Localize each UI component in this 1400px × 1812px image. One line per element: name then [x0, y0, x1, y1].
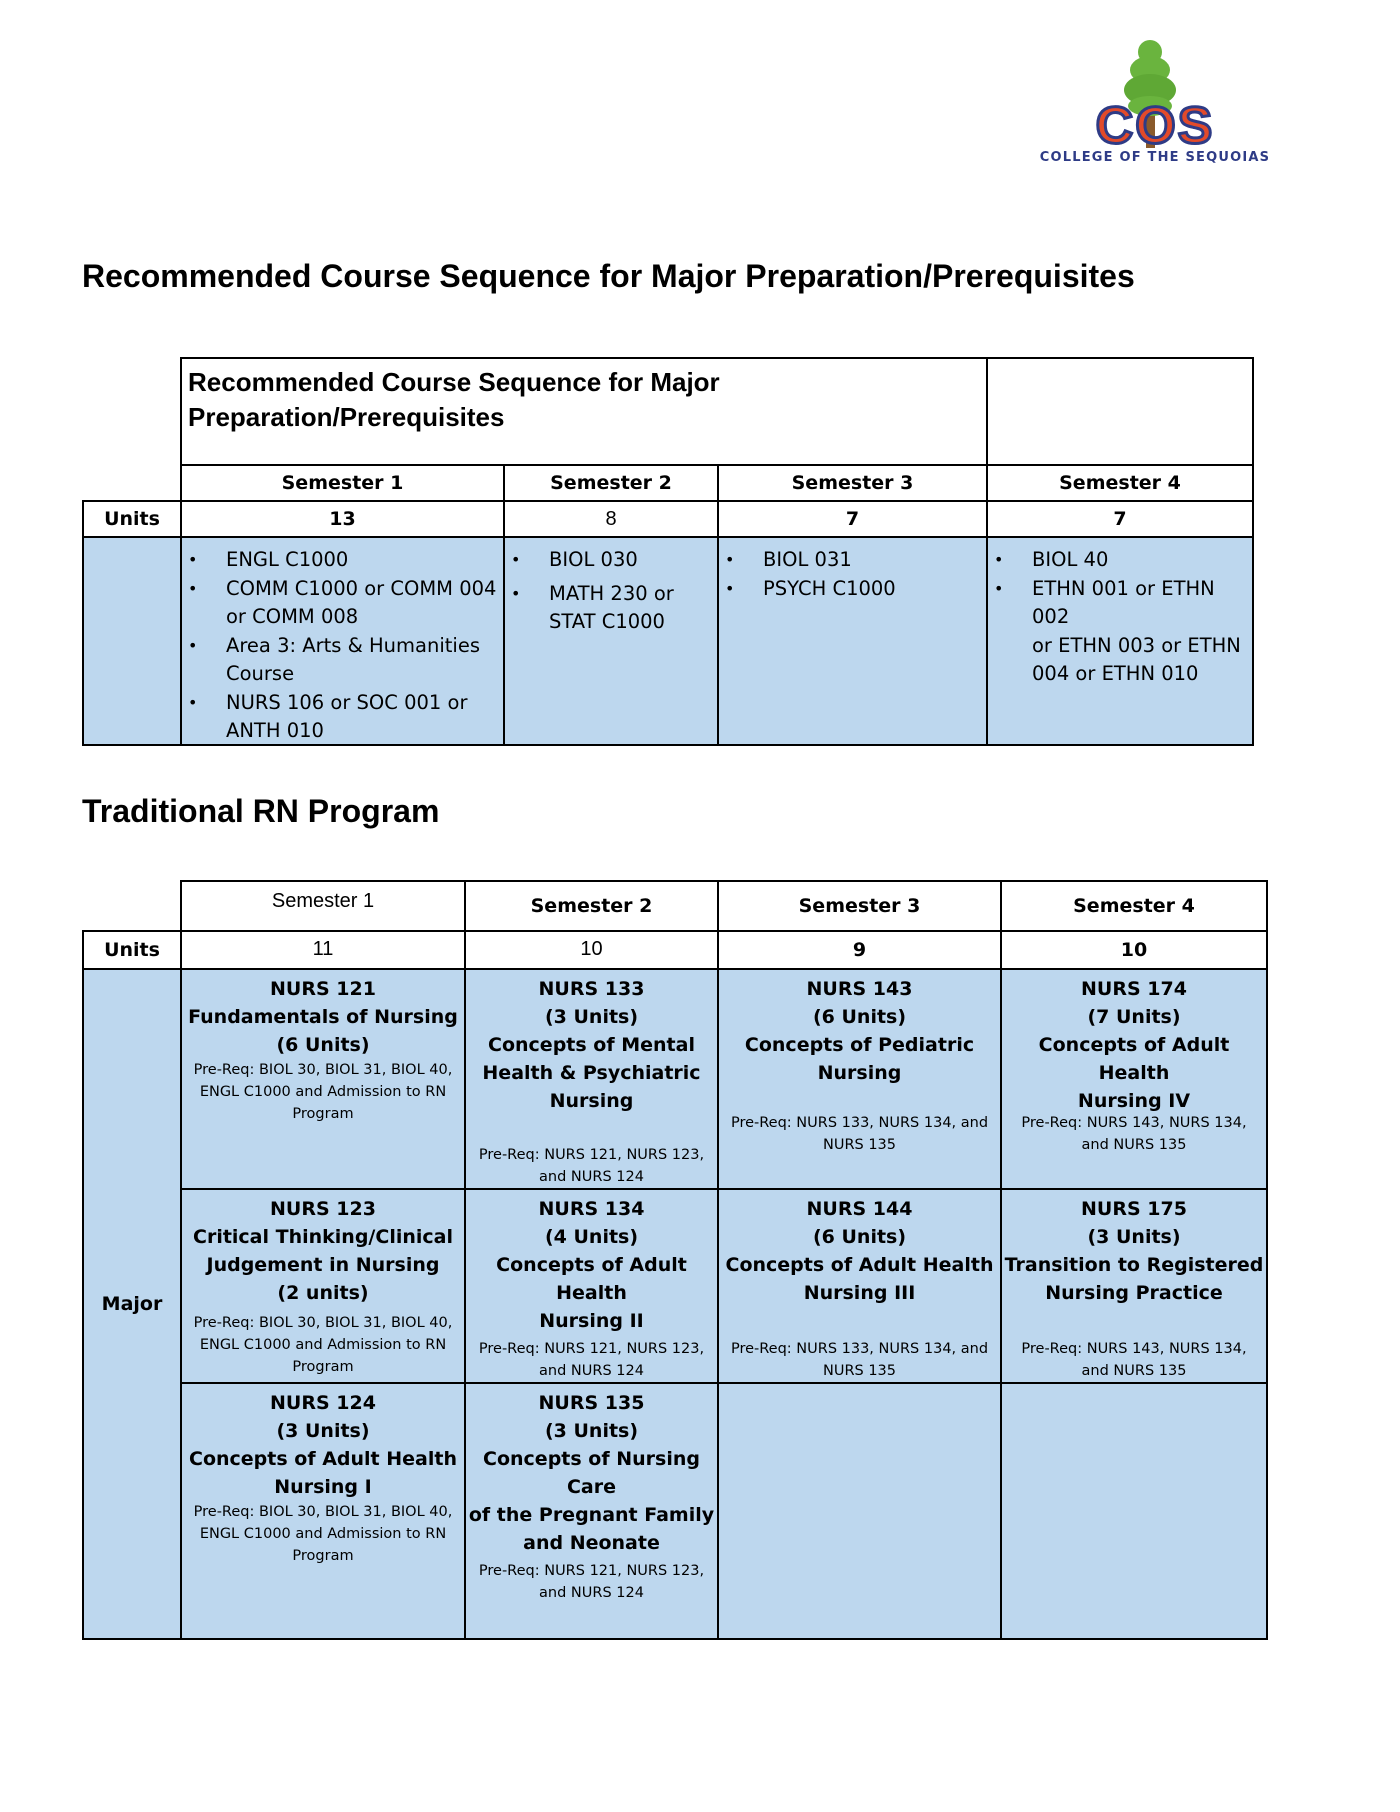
rn-semester-4: Semester 4 — [1000, 880, 1268, 932]
sequoia-tree-logo-icon — [1030, 38, 1280, 150]
logo-letters: COS — [1095, 97, 1215, 150]
course-card-nurs123: NURS 123 Critical Thinking/Clinical Judgement in Nursing (2 units) Pre-Req: BIOL 30, BIOL 31, BIOL 40, ENGL C1000 and Admission to RN Program — [180, 1188, 466, 1384]
prep-units-3: 7 — [717, 500, 988, 538]
prep-semester-1: Semester 1 — [180, 464, 505, 502]
list-item: • PSYCH C1000 — [725, 576, 896, 600]
prep-header-line1: Recommended Course Sequence for Major — [188, 367, 720, 397]
list-item: • NURS 106 or SOC 001 or ANTH 010 — [188, 690, 468, 742]
rn-units-label: Units — [82, 930, 182, 970]
prep-header-line2: Preparation/Prerequisites — [188, 402, 505, 432]
prep-units-2: 8 — [503, 500, 719, 538]
empty-cell — [717, 1382, 1002, 1640]
list-item: • ETHN 001 or ETHN 002 or ETHN 003 or ETHN 004 or ETHN 010 — [994, 576, 1241, 685]
prep-units-1: 13 — [180, 500, 505, 538]
logo-college-name: COLLEGE OF THE SEQUOIAS — [1039, 150, 1271, 165]
rn-units-1: 11 — [180, 930, 466, 970]
prep-units-label: Units — [82, 500, 182, 538]
course-card-nurs143: NURS 143 (6 Units) Concepts of Pediatric Nursing Pre-Req: NURS 133, NURS 134, and NURS 135 — [717, 968, 1002, 1190]
course-card-nurs135: NURS 135 (3 Units) Concepts of Nursing Care of the Pregnant Family and Neonate Pre-Req: NURS 121, NURS 123, and NURS 124 — [464, 1382, 719, 1640]
prep-courses-sem1 — [180, 536, 505, 746]
course-card-nurs124: NURS 124 (3 Units) Concepts of Adult Health Nursing I Pre-Req: BIOL 30, BIOL 31, BIOL 40, ENGL C1000 and Admission to RN Program — [180, 1382, 466, 1640]
course-card-nurs134: NURS 134 (4 Units) Concepts of Adult Health Nursing II Pre-Req: NURS 121, NURS 123, and NURS 124 — [464, 1188, 719, 1384]
list-item: • MATH 230 or STAT C1000 — [511, 581, 674, 633]
college-logo — [1030, 38, 1280, 178]
list-item: • BIOL 030 — [511, 548, 638, 571]
prep-courses-sem3 — [717, 536, 988, 746]
rn-semester-2: Semester 2 — [464, 880, 719, 932]
prep-courses-sem2 — [503, 536, 719, 746]
rn-units-3: 9 — [717, 930, 1002, 970]
prep-semester-2: Semester 2 — [503, 464, 719, 502]
course-card-nurs133: NURS 133 (3 Units) Concepts of Mental Health & Psychiatric Nursing Pre-Req: NURS 121, NURS 123, and NURS 124 — [464, 968, 719, 1190]
rn-units-4: 10 — [1000, 930, 1268, 970]
course-card-nurs174: NURS 174 (7 Units) Concepts of Adult Health Nursing IV Pre-Req: NURS 143, NURS 134, and NURS 135 — [1000, 968, 1268, 1190]
course-card-nurs144: NURS 144 (6 Units) Concepts of Adult Health Nursing III Pre-Req: NURS 133, NURS 134, and NURS 135 — [717, 1188, 1002, 1384]
prep-courses-sem4 — [986, 536, 1254, 746]
rn-major-label: Major — [82, 968, 182, 1640]
course-card-nurs121: NURS 121 Fundamentals of Nursing (6 Units) Pre-Req: BIOL 30, BIOL 31, BIOL 40, ENGL C1000 and Admission to RN Program — [180, 968, 466, 1190]
rn-semester-1: Semester 1 — [180, 880, 466, 932]
list-item: • COMM C1000 or COMM 004 or COMM 008 — [188, 576, 497, 628]
rn-units-2: 10 — [464, 930, 719, 970]
list-item: • ENGL C1000 — [188, 548, 349, 571]
list-item: • Area 3: Arts & Humanities Course — [188, 633, 480, 685]
rn-semester-3: Semester 3 — [717, 880, 1002, 932]
course-card-nurs175: NURS 175 (3 Units) Transition to Registered Nursing Practice Pre-Req: NURS 143, NURS 134, and NURS 135 — [1000, 1188, 1268, 1384]
list-item: • BIOL 031 — [725, 548, 852, 571]
prep-units-4: 7 — [986, 500, 1254, 538]
page-title: Recommended Course Sequence for Major Preparation/Prerequisites — [82, 258, 1135, 294]
rn-program-title: Traditional RN Program — [82, 793, 440, 829]
prep-row-label-cell — [82, 536, 182, 746]
prep-header-empty-cell — [986, 357, 1254, 466]
prep-semester-3: Semester 3 — [717, 464, 988, 502]
empty-cell — [1000, 1382, 1268, 1640]
prep-table-header — [180, 357, 988, 466]
list-item: • BIOL 40 — [994, 548, 1109, 571]
prep-semester-4: Semester 4 — [986, 464, 1254, 502]
